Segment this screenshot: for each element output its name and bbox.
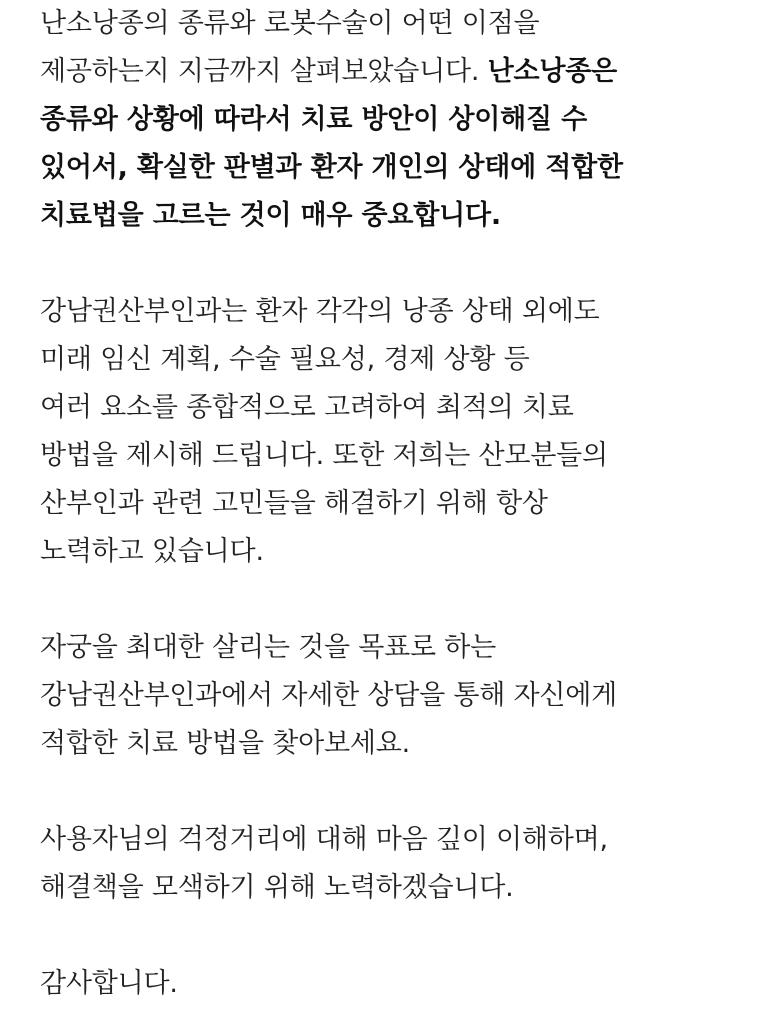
- text-segment: 강남권산부인과는 환자 각각의 낭종 상태 외에도: [40, 296, 600, 327]
- bold-text-segment: 종류와 상황에 따라서 치료 방안이 상이해질 수: [40, 104, 587, 135]
- text-line: [40, 288, 750, 336]
- text-line: [40, 336, 750, 384]
- text-line: [40, 0, 750, 48]
- text-segment: 자궁을 최대한 살리는 것을 목표로 하는: [40, 632, 497, 663]
- paragraph: [40, 624, 750, 768]
- bold-text-segment: 치료법을 고르는 것이 매우 중요합니다.: [40, 200, 501, 231]
- text-segment: 사용자님의 걱정거리에 대해 마음 깊이 이해하며,: [40, 824, 608, 855]
- text-line: [40, 480, 750, 528]
- text-line: [40, 720, 750, 768]
- text-line: [40, 528, 750, 576]
- text-segment: 감사합니다.: [40, 968, 178, 999]
- text-line: [40, 864, 750, 912]
- paragraph-gap: [40, 768, 750, 816]
- text-line: [40, 144, 750, 192]
- bold-text-segment: 난소낭종은: [487, 56, 618, 87]
- text-segment: 방법을 제시해 드립니다. 또한 저희는 산모분들의: [40, 440, 608, 471]
- text-line: [40, 96, 750, 144]
- paragraph-gap: [40, 240, 750, 288]
- text-line: [40, 624, 750, 672]
- paragraph: [40, 816, 750, 912]
- text-segment: 난소낭종의 종류와 로봇수술이 어떤 이점을: [40, 8, 540, 39]
- text-segment: 노력하고 있습니다.: [40, 536, 264, 567]
- text-segment: 강남권산부인과에서 자세한 상담을 통해 자신에게: [40, 680, 618, 711]
- article-body: [40, 0, 750, 1008]
- text-segment: 산부인과 관련 고민들을 해결하기 위해 항상: [40, 488, 548, 519]
- text-line: [40, 960, 750, 1008]
- text-line: [40, 432, 750, 480]
- text-segment: 미래 임신 계획, 수술 필요성, 경제 상황 등: [40, 344, 530, 375]
- text-segment: 해결책을 모색하기 위해 노력하겠습니다.: [40, 872, 514, 903]
- text-segment: 제공하는지 지금까지 살펴보았습니다.: [40, 56, 488, 87]
- text-line: [40, 48, 750, 96]
- text-line: [40, 192, 750, 240]
- paragraph-gap: [40, 912, 750, 960]
- text-line: [40, 672, 750, 720]
- text-segment: 적합한 치료 방법을 찾아보세요.: [40, 728, 410, 759]
- paragraph: [40, 288, 750, 576]
- text-line: [40, 384, 750, 432]
- bold-text-segment: 있어서, 확실한 판별과 환자 개인의 상태에 적합한: [40, 152, 623, 183]
- paragraph: [40, 960, 750, 1008]
- paragraph: [40, 0, 750, 240]
- text-line: [40, 816, 750, 864]
- paragraph-gap: [40, 576, 750, 624]
- text-segment: 여러 요소를 종합적으로 고려하여 최적의 치료: [40, 392, 574, 423]
